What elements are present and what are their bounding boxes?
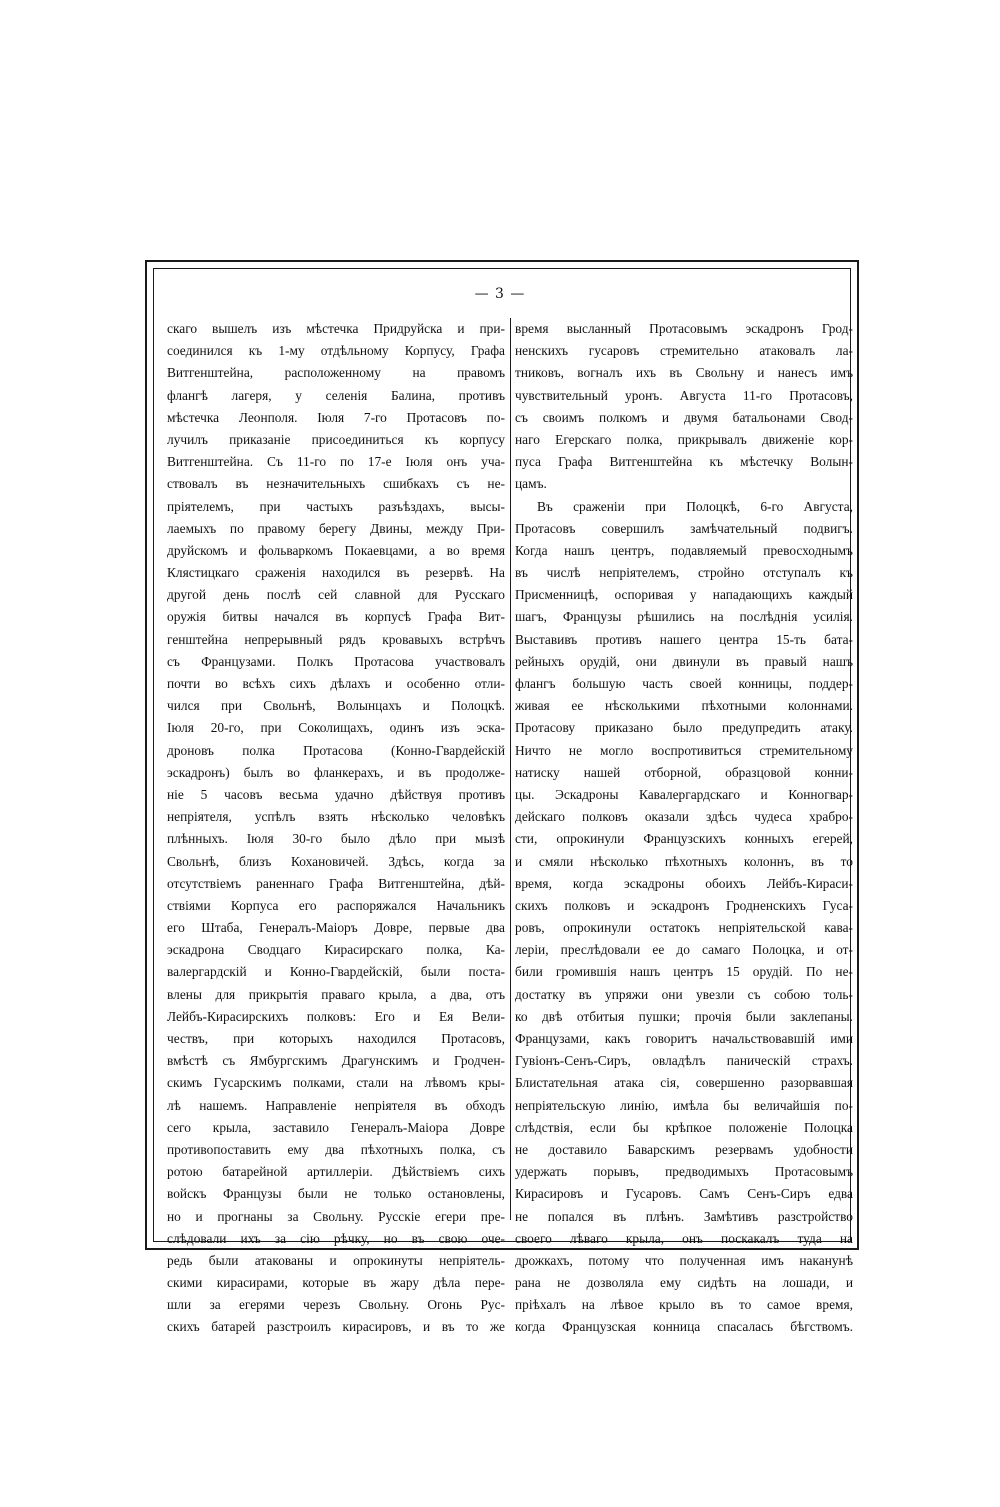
text-line: Лейбъ-Кирасирскихъ полковъ: Его и Ея Вели- [167,1008,505,1024]
text-line: Ничто не могло воспротивиться стремительному [515,742,853,758]
text-line: Клястицкаго сраженія находился въ резервѣ. На [167,565,505,581]
column-divider [510,318,511,1220]
text-line: флангѣ лагеря, у селенія Балина, противъ [167,387,505,403]
text-line: лаемыхъ по правому берегу Двины, между При- [167,520,505,536]
text-line: слѣдствія, если бы крѣпкое положеніе Полоцка [515,1119,853,1135]
text-line: почти во всѣхъ сихъ дѣлахъ и особенно отли- [167,676,505,691]
text-line: ненскихъ гусаровъ стремительно атаковалъ ла- [515,343,853,359]
text-line: Протасову приказано было предупредить атаку. [515,720,853,736]
text-line: эскадронъ) былъ во фланкерахъ, и въ продолже- [167,764,505,780]
text-line: Витгенштейна. Съ 11-го по 17-е Іюля онъ уча- [167,454,505,470]
text-line: друйскомъ и фольваркомъ Покаевцами, а во время [167,542,505,558]
text-line: удержать порывъ, предводимыхъ Протасовымъ [515,1164,853,1180]
text-line: били громившія нашъ центръ 15 орудій. По не- [515,964,853,980]
text-line: Когда нашъ центръ, подавляемый превосходнымъ [515,542,853,558]
text-line: Іюля 20-го, при Соколищахъ, одинъ изъ эска- [167,720,505,736]
text-line: непріятельскую линію, имѣла бы величайшія по- [515,1097,853,1113]
text-line: пріятелемъ, при частыхъ разъѣздахъ, высы- [167,498,505,514]
text-line: влены для прикрытія праваго крыла, а два, отъ [167,986,505,1002]
left-column [167,318,505,1339]
text-line: ніе 5 часовъ весьма удачно дѣйствуя противъ [167,786,505,802]
text-line: Присменницѣ, оспоривая у нападающихъ каждый [515,587,853,603]
text-line: и смяли нѣсколько пѣхотныхъ колоннъ, въ то [515,853,853,869]
text-line: когда Французская конница спасалась бѣгствомъ. [515,1319,853,1335]
text-line: но и прогнаны за Свольну. Русскіе егери пре- [167,1208,505,1224]
text-line: живая ее нѣсколькими пѣхотными колоннами. [515,698,853,714]
text-line: редь были атакованы и опрокинуты непріятель- [167,1252,505,1268]
right-column [515,318,853,1339]
text-line: скимъ Гусарскимъ полками, стали на лѣвомъ кры- [167,1075,505,1091]
text-line: своего лѣваго крыла, онъ поскакалъ туда на [515,1230,853,1246]
text-line: рейныхъ орудій, они двинули въ правый нашъ [515,653,853,669]
text-line: съ Французами. Полкъ Протасова участвовалъ [167,653,505,669]
text-line: ствіями Корпуса его распоряжался Начальникъ [167,897,505,913]
text-line: мѣстечка Леонполя. Іюля 7-го Протасовъ по- [167,409,505,425]
text-line: время, когда эскадроны обоихъ Лейбъ-Кираси- [515,875,853,891]
text-line: сего крыла, заставило Генералъ-Маіора Довре [167,1119,505,1135]
text-line: флангъ большую часть своей конницы, поддер- [515,676,853,691]
text-line: Французами, какъ говоритъ начальствовавшій ими [515,1031,853,1046]
text-line: натиску нашей отборной, образцовой конни- [515,764,853,780]
text-line: плѣнныхъ. Іюля 30-го было дѣло при мызѣ [167,831,505,847]
text-line: эскадрона Сводцаго Кирасирскаго полка, Ка- [167,942,505,958]
text-line: ротою батарейной артиллеріи. Дѣйствіемъ сихъ [167,1164,505,1180]
text-line: отсутствіемъ раненнаго Графа Витгенштейна, дѣй- [167,875,505,891]
text-line: въ числѣ непріятелемъ, стройно отступалъ къ [515,565,853,581]
text-line: пріѣхалъ на лѣвое крыло въ то самое время, [515,1297,853,1313]
text-line: дрожкахъ, потому что полученная имъ наканунѣ [515,1252,853,1268]
text-line: Протасовъ совершилъ замѣчательный подвигъ. [515,520,853,536]
text-line: не попался въ плѣнъ. Замѣтивъ разстройство [515,1208,853,1224]
text-line: чился при Свольнѣ, Волынцахъ и Полоцкѣ. [167,698,505,714]
text-line: тниковъ, вогналъ ихъ въ Свольну и нанесъ имъ [515,365,853,381]
text-line: непріятеля, успѣлъ взять нѣсколько человѣкъ [167,809,505,825]
text-line: леріи, преслѣдовали ее до самаго Полоцка, и от- [515,942,853,958]
text-line: шагъ, Французы рѣшились на послѣднія усилія. [515,609,853,625]
page-number: — 3 — [474,286,526,302]
text-line: пуса Графа Витгенштейна къ мѣстечку Волын- [515,454,853,470]
text-line: его Штаба, Генералъ-Маіоръ Довре, первые два [167,920,505,936]
text-line: время высланный Протасовымъ эскадронъ Грод- [515,321,853,336]
text-line: противопоставить ему два пѣхотныхъ полка, съ [167,1141,505,1157]
text-line: вмѣстѣ съ Ямбургскимъ Драгунскимъ и Гродчен- [167,1053,505,1069]
text-line: не доставило Баварскимъ резервамъ удобности [515,1141,853,1157]
text-line: съ своимъ полкомъ и двумя батальонами Свод- [515,409,853,425]
text-line: оружія битвы начался въ корпусѣ Графа Вит- [167,609,505,625]
text-line: генштейна непрерывный рядъ кровавыхъ встрѣчъ [167,631,505,647]
text-line: Свольнѣ, близъ Кохановичей. Здѣсь, когда за [167,853,505,869]
text-line: лѣ нашемъ. Направленіе непріятеля въ обходъ [167,1097,505,1113]
text-line: наго Егерскаго полка, прикрывалъ движеніе кор- [515,431,853,447]
text-line: Выставивъ противъ нашего центра 15-ть бата- [515,631,853,647]
text-line: скихъ батарей разстроилъ кирасировъ, и въ то же [167,1319,505,1335]
text-line: валергардскій и Конно-Гвардейскій, были поста- [167,964,505,980]
text-line: лучилъ приказаніе присоединиться къ корпусу [167,431,505,447]
text-line: войскъ Французы были не только остановлены, [167,1186,505,1202]
text-line: рана не дозволяла ему сидѣть на лошади, и [515,1275,853,1291]
text-line: чествъ, при которыхъ находился Протасовъ, [167,1031,505,1046]
text-line: дроновъ полка Протасова (Конно-Гвардейскій [167,742,505,758]
text-line: соединился къ 1-му отдѣльному Корпусу, Графа [167,343,505,359]
text-line: Гувіонъ-Сенъ-Сиръ, овладѣлъ паническій страхъ. [515,1053,853,1069]
text-line: сти, опрокинули Французскихъ конныхъ егерей, [515,831,853,847]
text-line: шли за егерями черезъ Свольну. Огонь Рус- [167,1297,505,1313]
text-line: скихъ полковъ и эскадронъ Гродненскихъ Гуса- [515,897,853,913]
text-line: Блистательная атака сія, совершенно разорвавшая [515,1075,853,1091]
text-line: ствовалъ въ незначительныхъ сшибкахъ съ не- [167,476,505,492]
text-line: Кирасировъ и Гусаровъ. Самъ Сенъ-Сиръ едва [515,1186,853,1202]
text-line: достатку въ упряжи они увезли съ собою толь- [515,986,853,1002]
text-line: Въ сраженіи при Полоцкѣ, 6-го Августа, [537,498,853,514]
text-line: цы. Эскадроны Кавалергардскаго и Конногвар- [515,786,853,802]
text-line: Витгенштейна, расположенному на правомъ [167,365,505,381]
text-line: другой день послѣ сей славной для Русскаго [167,587,505,603]
text-line: скаго вышелъ изъ мѣстечка Придруйска и при- [167,321,505,336]
text-line: дейскаго полковъ оказали здѣсь чудеса храбро- [515,809,853,825]
text-line: ровъ, опрокинули остатокъ непріятельской кава- [515,920,853,936]
text-line: ко двѣ отбитыя пушки; прочія были заклепаны. [515,1008,853,1024]
text-line: чувствительный уронъ. Августа 11-го Протасовъ, [515,387,853,403]
text-line: слѣдовали ихъ за сію рѣчку, но въ свою оче- [167,1230,505,1246]
text-line: скими кирасирами, которые въ жару дѣла пере- [167,1275,505,1291]
text-line: цамъ. [515,476,547,492]
